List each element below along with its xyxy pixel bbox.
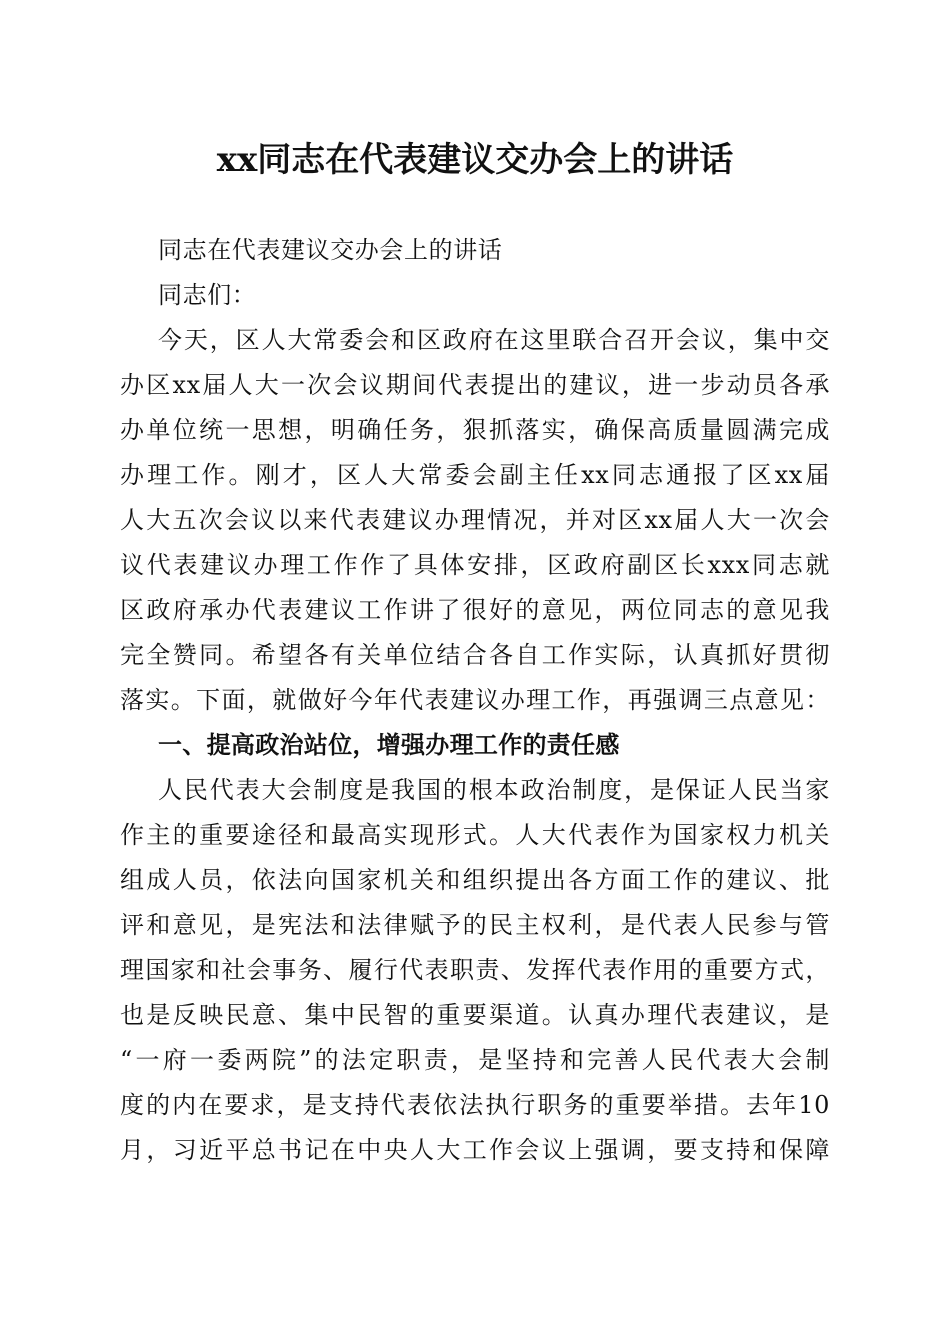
paragraph-line: 月，习近平总书记在中央人大工作会议上强调，要支持和保障 bbox=[120, 1136, 830, 1164]
paragraph-line: 议代表建议办理工作作了具体安排，区政府副区长xxx同志就 bbox=[120, 551, 830, 579]
document-title: xx同志在代表建议交办会上的讲话 bbox=[216, 140, 734, 180]
paragraph-line: 完全赞同。希望各有关单位结合各自工作实际，认真抓好贯彻 bbox=[120, 641, 830, 669]
paragraph-line: 办区xx届人大一次会议期间代表提出的建议，进一步动员各承 bbox=[120, 371, 830, 399]
paragraph-line: 办理工作。刚才，区人大常委会副主任xx同志通报了区xx届 bbox=[120, 461, 830, 489]
subtitle-line: 同志在代表建议交办会上的讲话 bbox=[158, 236, 503, 264]
paragraph-line: “一府一委两院”的法定职责，是坚持和完善人民代表大会制 bbox=[120, 1046, 830, 1074]
paragraph-line: 人大五次会议以来代表建议办理情况，并对区xx届人大一次会 bbox=[120, 506, 830, 534]
paragraph-line: 度的内在要求，是支持代表依法执行职务的重要举措。去年10 bbox=[120, 1091, 830, 1119]
paragraph-line: 人民代表大会制度是我国的根本政治制度，是保证人民当家 bbox=[158, 776, 830, 804]
paragraph-line: 落实。下面，就做好今年代表建议办理工作，再强调三点意见： bbox=[120, 686, 830, 714]
paragraph-line: 办单位统一思想，明确任务，狠抓落实，确保高质量圆满完成 bbox=[120, 416, 830, 444]
paragraph-line: 今天，区人大常委会和区政府在这里联合召开会议，集中交 bbox=[158, 326, 830, 354]
paragraph-line: 组成人员，依法向国家机关和组织提出各方面工作的建议、批 bbox=[120, 866, 830, 894]
paragraph-line: 评和意见，是宪法和法律赋予的民主权利，是代表人民参与管 bbox=[120, 911, 830, 939]
paragraph-line: 也是反映民意、集中民智的重要渠道。认真办理代表建议，是 bbox=[120, 1001, 830, 1029]
paragraph-line: 理国家和社会事务、履行代表职责、发挥代表作用的重要方式， bbox=[120, 956, 830, 984]
paragraph-line: 区政府承办代表建议工作讲了很好的意见，两位同志的意见我 bbox=[120, 596, 830, 624]
salutation-line: 同志们： bbox=[158, 281, 257, 309]
document-body bbox=[120, 228, 830, 1173]
section-heading: 一、提高政治站位，增强办理工作的责任感 bbox=[158, 731, 620, 759]
paragraph-line: 作主的重要途径和最高实现形式。人大代表作为国家权力机关 bbox=[120, 821, 830, 849]
